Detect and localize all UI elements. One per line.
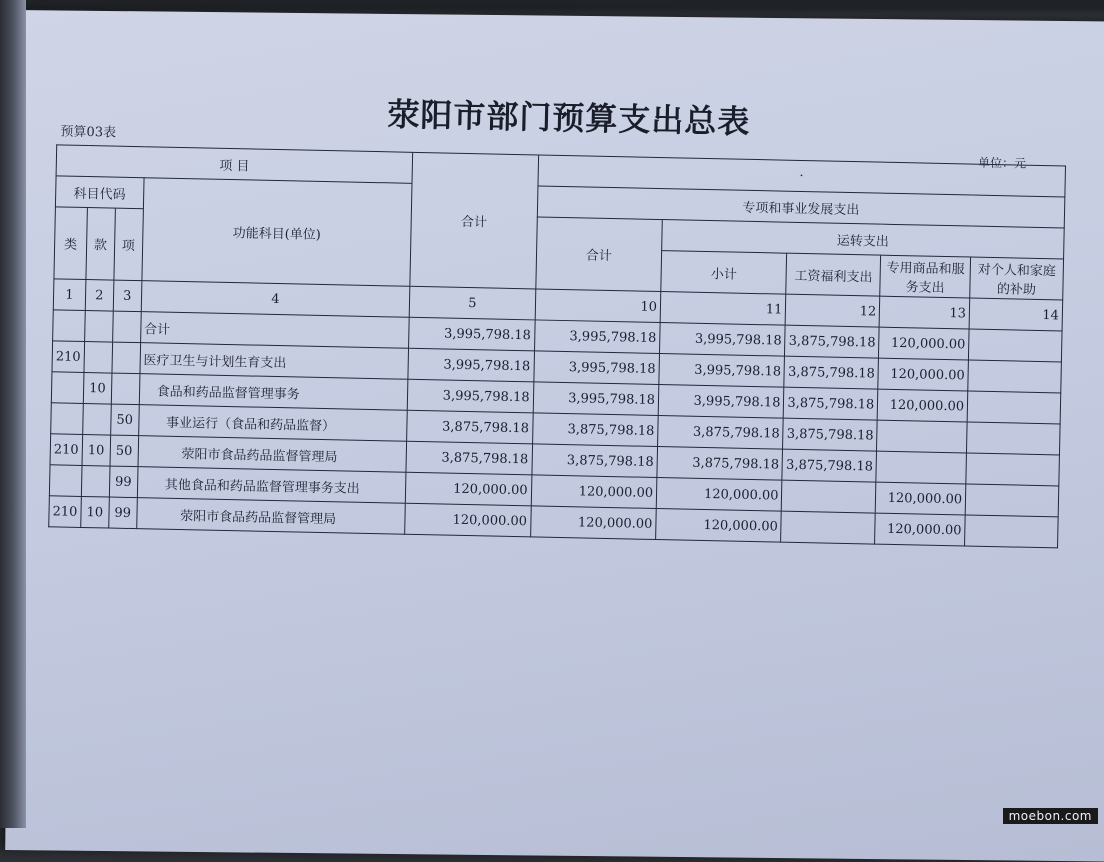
goods-cell [876,451,966,484]
col-number: 11 [660,292,786,326]
total-cell: 3,875,798.18 [406,441,532,475]
total-cell: 120,000.00 [405,503,531,537]
operating-subtotal-cell: 3,875,798.18 [658,416,784,450]
code-kuan-cell: 10 [83,372,112,404]
special-total-cell: 3,875,798.18 [532,413,658,447]
wage-cell [781,511,875,544]
header-code: 科目代码 [55,176,143,209]
personal-cell [965,515,1058,548]
special-total-cell: 3,995,798.18 [533,382,659,416]
goods-cell [877,420,967,453]
header-kuan: 款 [86,208,115,281]
code-lei-cell: 210 [49,496,81,528]
col-number: 4 [141,281,410,318]
operating-subtotal-cell: 3,995,798.18 [658,385,784,419]
binder-edge [0,0,26,828]
col-number: 14 [969,298,1062,331]
function-name-cell: 医疗卫生与计划生育支出 [140,343,409,380]
form-number: 预算03表 [60,124,117,141]
goods-cell: 120,000.00 [875,482,965,515]
wage-cell [782,480,876,513]
operating-subtotal-cell: 120,000.00 [656,478,782,512]
personal-cell [969,329,1062,362]
total-cell: 3,995,798.18 [408,348,534,382]
code-kuan-cell [81,465,110,497]
code-kuan-cell [82,403,111,435]
total-cell: 3,995,798.18 [407,379,533,413]
code-kuan-cell [84,341,113,373]
col-number: 5 [409,286,535,320]
wage-cell: 3,875,798.18 [784,387,878,420]
code-lei-cell: 210 [50,434,82,466]
total-cell: 3,875,798.18 [407,410,533,444]
operating-subtotal-cell: 3,875,798.18 [657,447,783,481]
code-lei-cell: 210 [52,341,84,373]
function-name-cell: 事业运行（食品和药品监督） [138,405,407,442]
operating-subtotal-cell: 3,995,798.18 [659,323,785,357]
page-title: 荥阳市部门预算支出总表 [387,95,751,141]
wage-cell: 3,875,798.18 [782,449,876,482]
header-func: 功能科目(单位) [142,178,413,287]
special-total-cell: 3,875,798.18 [531,444,657,478]
code-xiang-cell: 99 [108,497,137,529]
special-total-cell: 120,000.00 [530,506,656,540]
personal-cell [966,453,1059,486]
unit-label: 单位：元 [977,155,1027,171]
special-total-cell: 3,995,798.18 [533,351,659,385]
code-kuan-cell [84,310,113,342]
header-sub-total: 合计 [535,217,662,292]
budget-table [48,144,1066,548]
budget-page [30,60,1070,551]
col-number: 2 [85,280,114,312]
code-xiang-cell: 50 [110,404,139,436]
header-xiang: 项 [114,208,143,281]
header-item: 项 目 [56,145,413,183]
code-xiang-cell [112,342,141,374]
code-kuan-cell: 10 [82,434,111,466]
total-cell: 120,000.00 [405,472,531,506]
code-kuan-cell: 10 [81,496,110,528]
col-number: 1 [53,279,85,311]
header-subtotal: 小计 [661,251,787,295]
code-xiang-cell: 99 [109,466,138,498]
goods-cell: 120,000.00 [879,327,969,360]
col-number: 3 [113,280,142,312]
personal-cell [965,484,1058,517]
header-goods: 专用商品和服务支出 [880,255,971,298]
code-lei-cell [51,403,83,435]
operating-subtotal-cell: 120,000.00 [656,509,782,543]
col-number: 13 [879,296,969,329]
header-operating: 运转支出 [662,220,1065,259]
code-lei-cell [51,372,83,404]
header-lei: 类 [54,207,87,280]
function-name-cell: 其他食品和药品监督管理事务支出 [137,467,406,504]
special-total-cell: 3,995,798.18 [534,320,660,354]
goods-cell: 120,000.00 [875,513,965,546]
function-name-cell: 荥阳市食品药品监督管理局 [138,436,407,473]
wage-cell: 3,875,798.18 [784,356,878,389]
header-special: 专项和事业发展支出 [537,186,1065,228]
code-xiang-cell [112,311,141,343]
header-dot: · [538,155,1066,197]
wage-cell: 3,875,798.18 [785,325,879,358]
goods-cell: 120,000.00 [877,389,967,422]
header-total: 合计 [410,152,538,289]
code-lei-cell [53,310,85,342]
header-personal: 对个人和家庭的补助 [970,257,1064,300]
wage-cell: 3,875,798.18 [783,418,877,451]
function-name-cell: 食品和药品监督管理事务 [139,374,408,411]
col-number: 10 [535,289,661,323]
code-xiang-cell [111,373,140,405]
watermark: moebon.com [1003,808,1098,824]
special-total-cell: 120,000.00 [531,475,657,509]
personal-cell [967,422,1060,455]
total-cell: 3,995,798.18 [409,317,535,351]
operating-subtotal-cell: 3,995,798.18 [659,354,785,388]
function-name-cell: 合计 [140,312,409,349]
personal-cell [968,360,1061,393]
header-wage: 工资福利支出 [786,253,881,296]
code-xiang-cell: 50 [110,435,139,467]
col-number: 12 [786,294,880,327]
code-lei-cell [49,465,81,497]
function-name-cell: 荥阳市食品药品监督管理局 [136,498,405,535]
goods-cell: 120,000.00 [878,358,968,391]
personal-cell [967,391,1060,424]
